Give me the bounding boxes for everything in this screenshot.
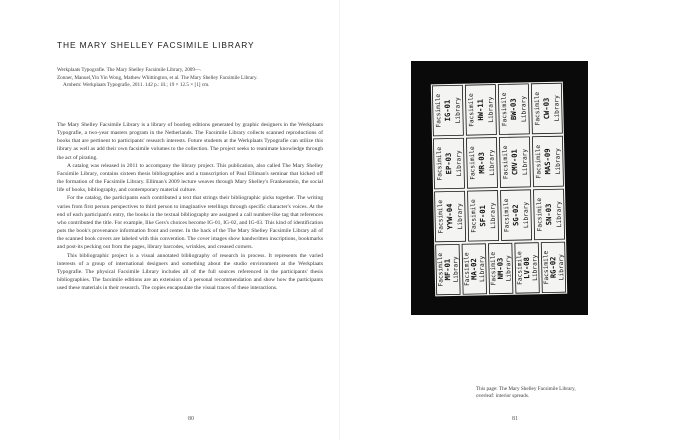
paragraph: This bibliographic project is a visual annotated bibliography of research in process. It represents the varied interests of a group of international designers and something about the studio environment at the Werkplaats Typografie. The physical Facsimile Library includes all of the full sources referenced in the participants' thesis bibliographies. The facsimile editions are an extension of a personal recommendation and show how the participants used these materials in their research. The copies encapsulate the visual traces of these interactions. (57, 252, 323, 292)
label-code: EP-03 (443, 152, 454, 175)
label-top-text: Facsimile (542, 250, 551, 285)
label-code: SG-02 (510, 204, 521, 227)
label-top-text: Facsimile (535, 197, 544, 232)
label-bottom-text: Library (478, 255, 487, 282)
paragraph: A catalog was released in 2011 to accompany the library project. This publication, also called The Mary Shelley Facsimile Library, contains sixteen thesis bibliographies and a transcription of Paul Elliman's seminar that kicked off the formation of the Facsimile Library. Elliman's 2009 lecture weaves through Mary Shelley's Frankenstein, the social life of books, bibliography, and contemporary material culture. (57, 162, 323, 194)
label-bottom-text: Library (557, 254, 566, 281)
label-sheet-graphic (411, 61, 588, 315)
bibliography-entry (57, 67, 319, 90)
label-top-text: Facsimile (533, 91, 542, 126)
label-code: CMV-01 (509, 149, 520, 176)
label-code: RG-02 (548, 256, 558, 279)
label-top-text: Facsimile (436, 199, 445, 234)
label-code: NM-03 (495, 257, 505, 280)
chapter-title: THE MARY SHELLEY FACSIMILE LIBRARY (57, 40, 255, 50)
label-code: SF-01 (477, 204, 488, 227)
label-top-text: Facsimile (467, 93, 476, 127)
label-top-text: Facsimile (436, 252, 445, 287)
label-top-text: Facsimile (489, 251, 498, 286)
photo-caption (476, 386, 646, 400)
label-top-text: Facsimile (502, 198, 511, 233)
label-code: MF-01 (442, 258, 453, 281)
page-number-right: 81 (512, 416, 518, 422)
book-gutter (339, 0, 340, 440)
label-bottom-text: Library (452, 256, 460, 283)
label-bottom-text: Library (489, 202, 498, 229)
label-bottom-text: Library (555, 201, 564, 228)
label-code: SN-03 (543, 203, 554, 226)
label-bottom-text: Library (487, 96, 495, 123)
paragraph: The Mary Shelley Facsimile Library is a library of bootleg editions generated by graphic designers in the Werkplaats Typografie, a two-year masters program in the Netherlands. The Facsimile Library collects scanned reproductions of books that are pertinent to participants' research interests. Future students at the Werkplaats Typografie can utilize this library as well as add their own facsimile volumes to the collection. The project seeks to reanimate knowledge through the act of pirating. (57, 122, 323, 161)
page-number-left: 80 (188, 416, 194, 422)
label-bottom-text: Library (531, 254, 539, 281)
paragraph: For the catalog, the participants each contributed a text that strings their bibliographic picks together. The writing varies from first person perspectives to third person to imaginative retellings through specific character's voices. At the end of each participant's entry, the books in the textual bibliography are assigned a call number-like tag that references who contributed the title. For example, Ilke Gers's choices become IG-01, IG-02, and IG-03. This kind of identification puts the book's provenance information front and center. In the back of the The Mary Shelley Facsimile Library all of the scanned book covers are labeled with this convention. The cover images show handwritten inscriptions, bookmarks and post-its pecking out from the pages, library barcodes, wrinkles, and creased corners. (57, 195, 323, 251)
body-text (57, 121, 323, 292)
label-bottom-text: Library (553, 95, 561, 122)
label-code: LV-08 (521, 257, 532, 279)
label-bottom-text: Library (488, 149, 496, 176)
label-bottom-text: Library (521, 148, 529, 176)
label-top-text: Facsimile (469, 199, 478, 233)
label-bottom-text: Library (454, 97, 462, 124)
label-top-text: Facsimile (500, 92, 509, 127)
bibliography-line: Werkplaats Typografie. The Mary Shelley Facsimile Library, 2009—. (57, 67, 202, 73)
label-top-text: Facsimile (516, 251, 524, 285)
label-code: MA-02 (469, 258, 479, 280)
label-code: CW-03 (541, 97, 552, 120)
label-bottom-text: Library (455, 150, 463, 177)
label-bottom-text: Library (505, 255, 513, 282)
bibliography-line: Arnhem: Werkplaats Typografie, 2011. 142 p.: ill.; 19 × 12.5 × [1] cm. (63, 82, 210, 89)
facsimile-labels-photo (411, 61, 588, 315)
label-bottom-text: Library (520, 95, 528, 123)
label-code: BW-03 (508, 98, 519, 121)
caption-line: This page: The Mary Shelley Facsimile Library, (476, 386, 576, 392)
label-code: YYW-04 (444, 203, 455, 230)
label-bottom-text: Library (522, 201, 531, 229)
label-top-text: Facsimile (501, 145, 510, 180)
caption-line: overleaf: interior spreads. (476, 393, 530, 400)
label-code: HW-11 (475, 98, 486, 121)
label-code: IG-01 (442, 99, 453, 122)
label-code: MAS-09 (542, 148, 553, 175)
bibliography-line: Zonner, Manuel,Yin Yin Wong, Mathew Whittington, et al. The Mary Shelley Facsimile Library. (57, 74, 258, 81)
label-top-text: Facsimile (534, 144, 543, 179)
label-top-text: Facsimile (463, 252, 472, 287)
label-bottom-text: Library (554, 148, 562, 175)
label-top-text: Facsimile (468, 146, 477, 180)
label-bottom-text: Library (456, 203, 465, 230)
label-top-text: Facsimile (434, 93, 443, 128)
label-top-text: Facsimile (435, 146, 444, 181)
label-code: MR-03 (476, 151, 487, 174)
